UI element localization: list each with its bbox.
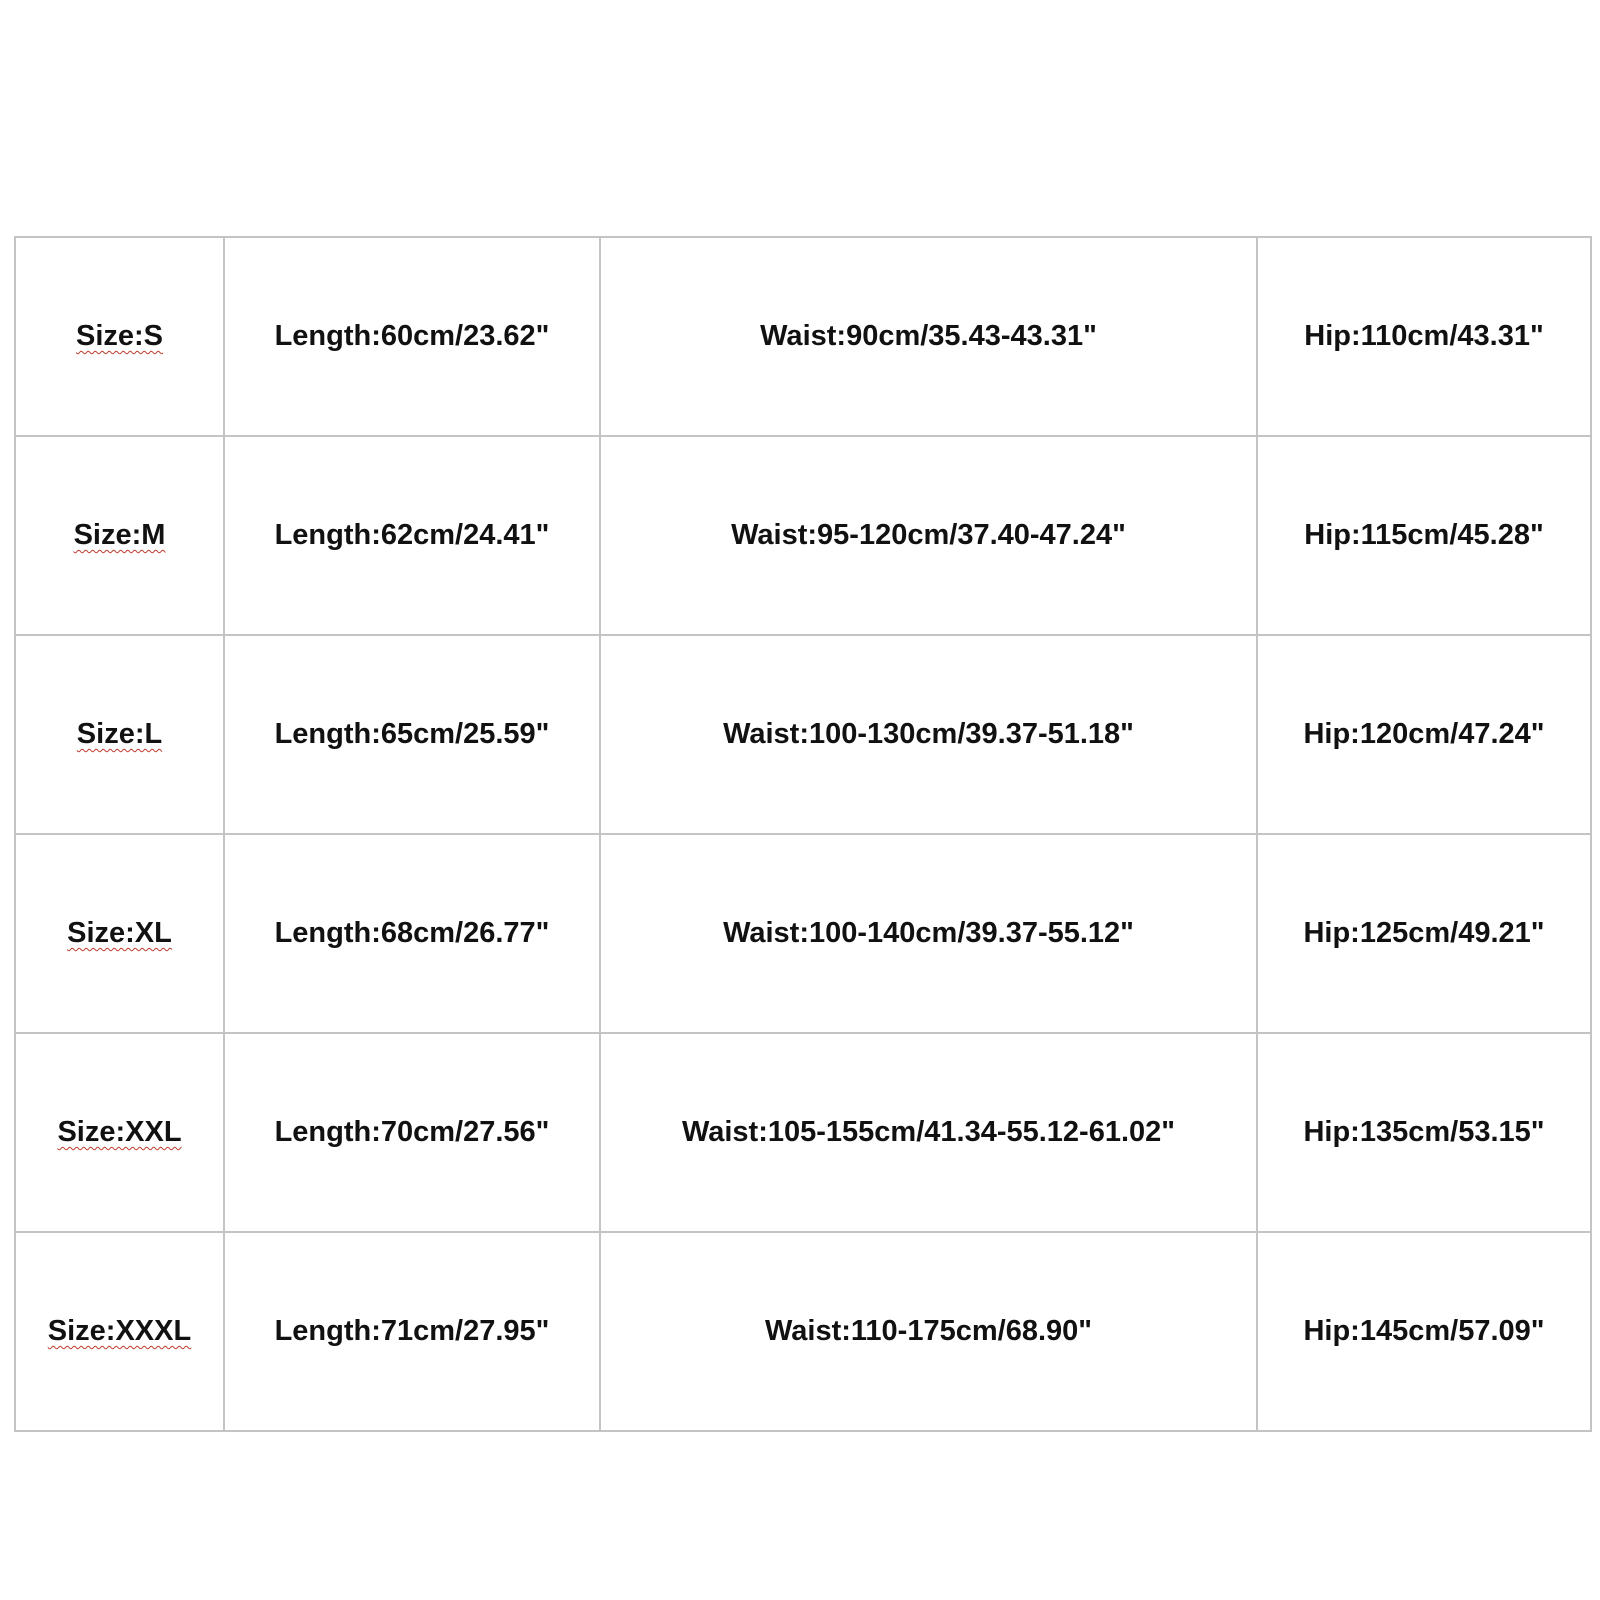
- waist-cell: Waist:100-140cm/39.37-55.12": [600, 834, 1257, 1033]
- waist-cell: Waist:95-120cm/37.40-47.24": [600, 436, 1257, 635]
- table-row: [15, 1232, 1591, 1431]
- waist-cell: Waist:105-155cm/41.34-55.12-61.02": [600, 1033, 1257, 1232]
- length-cell: Length:62cm/24.41": [224, 436, 600, 635]
- hip-cell: Hip:135cm/53.15": [1257, 1033, 1591, 1232]
- size-cell: [15, 635, 224, 834]
- size-label: Size:M: [73, 519, 166, 551]
- length-cell: Length:70cm/27.56": [224, 1033, 600, 1232]
- size-label: Size:S: [75, 320, 164, 352]
- waist-cell: Waist:90cm/35.43-43.31": [600, 237, 1257, 436]
- hip-cell: Hip:145cm/57.09": [1257, 1232, 1591, 1431]
- size-label: Size:XXXL: [47, 1315, 192, 1347]
- size-cell: [15, 436, 224, 635]
- size-cell: [15, 1232, 224, 1431]
- waist-cell: Waist:110-175cm/68.90": [600, 1232, 1257, 1431]
- size-cell: [15, 834, 224, 1033]
- hip-cell: Hip:125cm/49.21": [1257, 834, 1591, 1033]
- hip-cell: Hip:120cm/47.24": [1257, 635, 1591, 834]
- size-chart-table: [14, 236, 1592, 1432]
- length-cell: Length:65cm/25.59": [224, 635, 600, 834]
- table-row: [15, 436, 1591, 635]
- hip-cell: Hip:110cm/43.31": [1257, 237, 1591, 436]
- length-cell: Length:71cm/27.95": [224, 1232, 600, 1431]
- table-row: [15, 834, 1591, 1033]
- hip-cell: Hip:115cm/45.28": [1257, 436, 1591, 635]
- length-cell: Length:68cm/26.77": [224, 834, 600, 1033]
- table-row: [15, 1033, 1591, 1232]
- table-row: [15, 635, 1591, 834]
- size-cell: [15, 237, 224, 436]
- waist-cell: Waist:100-130cm/39.37-51.18": [600, 635, 1257, 834]
- length-cell: Length:60cm/23.62": [224, 237, 600, 436]
- size-label: Size:L: [76, 718, 163, 750]
- size-cell: [15, 1033, 224, 1232]
- size-label: Size:XL: [67, 917, 172, 949]
- size-label: Size:XXL: [57, 1116, 182, 1148]
- table-row: [15, 237, 1591, 436]
